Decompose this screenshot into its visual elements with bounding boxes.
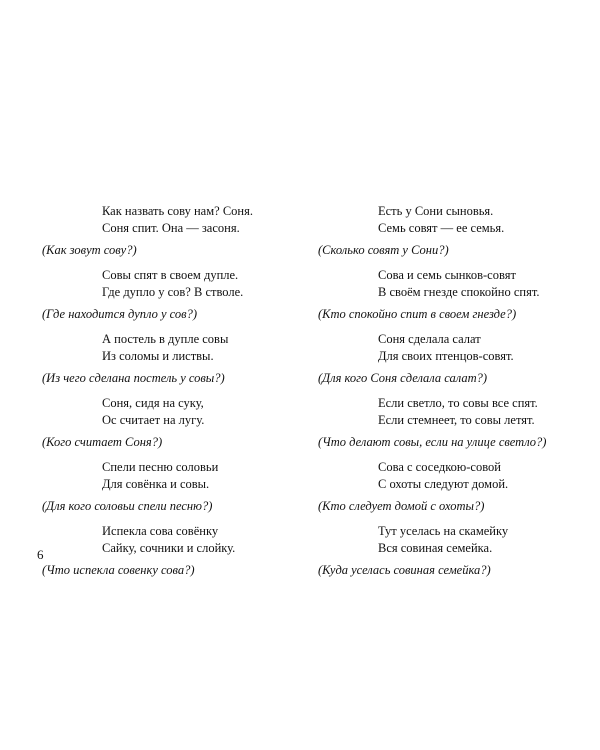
verse-line: Если светло, то совы все спят.	[378, 396, 538, 410]
right-column	[318, 203, 578, 587]
verse	[42, 395, 302, 429]
verse-block	[42, 523, 302, 579]
verse-line: Как назвать сову нам? Соня.	[102, 204, 253, 218]
verse-block	[42, 395, 302, 451]
question: (Кого считает Соня?)	[42, 435, 163, 449]
verse	[42, 459, 302, 493]
verse	[42, 203, 302, 237]
verse-line: Есть у Сони сыновья.	[378, 204, 494, 218]
verse-line: Из соломы и листвы.	[102, 349, 214, 363]
verse-block	[42, 203, 302, 259]
verse	[318, 267, 578, 301]
question: (Где находится дупло у сов?)	[42, 307, 197, 321]
verse-line: Соня, сидя на суку,	[102, 396, 204, 410]
verse	[318, 331, 578, 365]
question: (Что испекла совенку сова?)	[42, 563, 195, 577]
verse	[318, 459, 578, 493]
verse-block	[42, 331, 302, 387]
question: (Как зовут сову?)	[42, 243, 137, 257]
verse-line: Тут уселась на скамейку	[378, 524, 509, 538]
verse-line: Для совёнка и совы.	[102, 477, 210, 491]
verse-block	[318, 459, 578, 515]
verse-line: Спели песню соловьи	[102, 460, 219, 474]
verse	[318, 395, 578, 429]
verse-block	[318, 203, 578, 259]
verse	[318, 203, 578, 237]
verse-line: С охоты следуют домой.	[378, 477, 509, 491]
verse-block	[42, 267, 302, 323]
verse	[42, 267, 302, 301]
page-number: 6	[37, 547, 44, 562]
verse-line: Семь совят — ее семья.	[378, 221, 505, 235]
verse-line: Совы спят в своем дупле.	[102, 268, 239, 282]
question: (Кто следует домой с охоты?)	[318, 499, 485, 513]
verse-line: Сова и семь сынков-совят	[378, 268, 516, 282]
verse-block	[42, 459, 302, 515]
verse-block	[318, 395, 578, 451]
question: (Для кого Соня сделала салат?)	[318, 371, 488, 385]
verse-line: Если стемнеет, то совы летят.	[378, 413, 535, 427]
verse-block	[318, 523, 578, 579]
question: (Кто спокойно спит в своем гнезде?)	[318, 307, 517, 321]
left-column	[42, 203, 302, 587]
verse-block	[318, 267, 578, 323]
verse-block	[318, 331, 578, 387]
question: (Для кого соловьи спели песню?)	[42, 499, 213, 513]
verse-line: Соня сделала салат	[378, 332, 481, 346]
verse-line: В своём гнезде спокойно спят.	[378, 285, 540, 299]
verse	[42, 523, 302, 557]
question: (Что делают совы, если на улице светло?)	[318, 435, 547, 449]
question: (Сколько совят у Сони?)	[318, 243, 449, 257]
verse-line: А постель в дупле совы	[102, 332, 229, 346]
verse-line: Сайку, сочники и слойку.	[102, 541, 236, 555]
question: (Куда уселась совиная семейка?)	[318, 563, 491, 577]
verse	[318, 523, 578, 557]
verse-line: Для своих птенцов-совят.	[378, 349, 514, 363]
question: (Из чего сделана постель у совы?)	[42, 371, 225, 385]
verse-line: Вся совиная семейка.	[378, 541, 493, 555]
verse	[42, 331, 302, 365]
verse-line: Ос считает на лугу.	[102, 413, 205, 427]
verse-line: Соня спит. Она — засоня.	[102, 221, 240, 235]
verse-line: Испекла сова совёнку	[102, 524, 219, 538]
verse-line: Сова с соседкою-совой	[378, 460, 501, 474]
verse-line: Где дупло у сов? В стволе.	[102, 285, 244, 299]
